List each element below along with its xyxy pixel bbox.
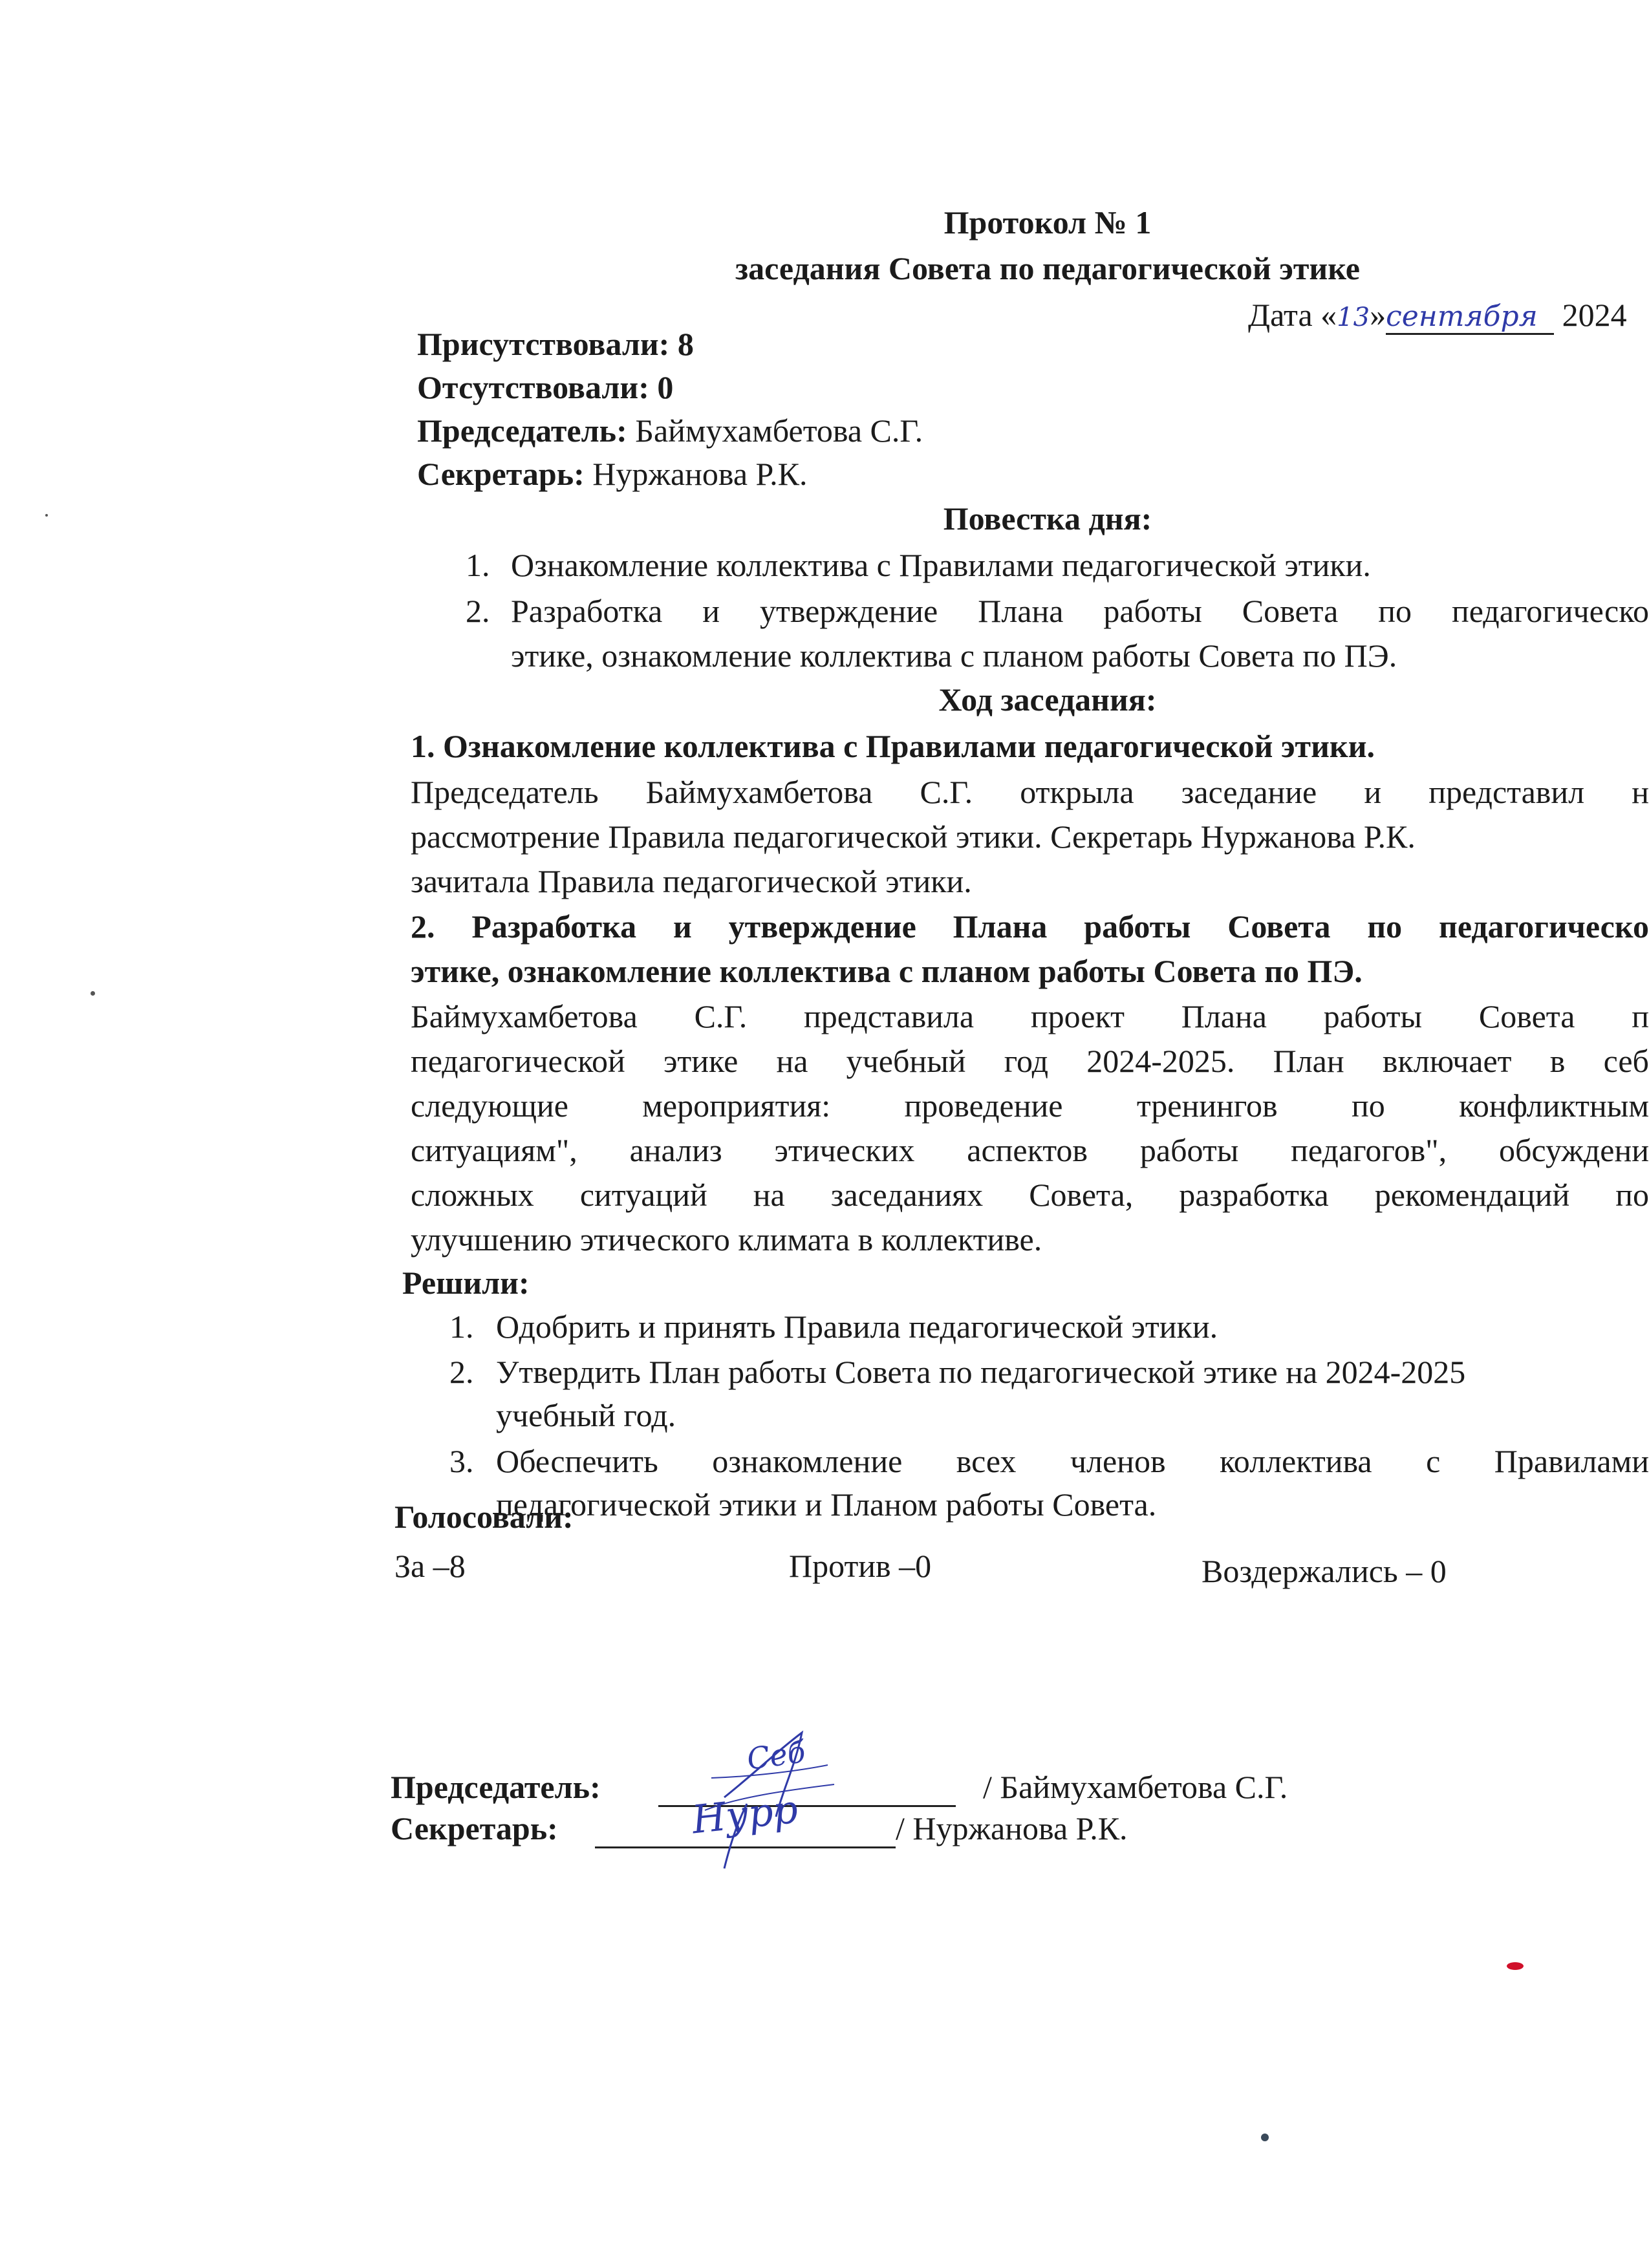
section-2-line-3: следующие мероприятия: проведение тренингов по конфликтным	[411, 1087, 1649, 1124]
chairperson-name: Баймухамбетова С.Г.	[627, 412, 923, 449]
secretary-line	[417, 453, 807, 495]
document-subtitle: заседания Совета по педагогической этике	[735, 250, 1360, 286]
decision-2-num: 2.	[449, 1354, 474, 1390]
date-day-handwritten: 13	[1337, 303, 1370, 332]
scan-speck	[91, 991, 95, 996]
decision-3: Обеспечить ознакомление всех членов коллектива с Правилами	[496, 1443, 1649, 1479]
signature-chair-label: Председатель:	[391, 1769, 601, 1805]
agenda-item-1-num: 1.	[466, 547, 490, 583]
section-2-heading-line-1: 2. Разработка и утверждение Плана работы Совета по педагогическо	[411, 908, 1649, 945]
chair-signature: Себ	[744, 1733, 808, 1777]
chairperson-label: Председатель:	[417, 412, 627, 449]
section-2-heading-line-2: этике, ознакомление коллектива с планом работы Совета по ПЭ.	[411, 953, 1363, 989]
decision-3-num: 3.	[449, 1443, 474, 1479]
section-2-line-6: улучшению этического климата в коллективе.	[411, 1221, 1042, 1257]
signature-chair-name: / Баймухамбетова С.Г.	[983, 1769, 1288, 1805]
section-1-line-3: зачитала Правила педагогической этики.	[411, 863, 972, 899]
date-sep: »	[1370, 297, 1386, 333]
decision-2-cont: учебный год.	[496, 1397, 676, 1433]
decision-2: Утвердить План работы Совета по педагогической этике на 2024-2025	[496, 1354, 1466, 1390]
agenda-item-1: Ознакомление коллектива с Правилами педагогической этики.	[511, 547, 1371, 583]
section-1-line-2: рассмотрение Правила педагогической этики. Секретарь Нуржанова Р.К.	[411, 818, 1416, 855]
decision-1: Одобрить и принять Правила педагогической этики.	[496, 1309, 1218, 1345]
votes-against: Против –0	[789, 1548, 932, 1584]
secretary-signature-stroke	[685, 1771, 854, 1875]
votes-abstained: Воздержались – 0	[1202, 1553, 1447, 1589]
agenda-item-2-num: 2.	[466, 593, 490, 629]
signature-secretary-label: Секретарь:	[391, 1810, 558, 1846]
proceedings-heading: Ход заседания:	[938, 681, 1157, 718]
votes-for: За –8	[394, 1548, 466, 1584]
document-title: Протокол № 1	[943, 204, 1152, 241]
secretary-name: Нуржанова Р.К.	[584, 456, 808, 492]
date-label: Дата «	[1248, 297, 1337, 333]
secretary-signature: Нурр	[689, 1786, 801, 1843]
date-year: 2024	[1562, 297, 1627, 333]
section-2-line-2: педагогической этике на учебный год 2024-2025. План включает в себ	[411, 1043, 1649, 1079]
section-2-line-1: Баймухамбетова С.Г. представила проект Плана работы Совета п	[411, 998, 1649, 1034]
meeting-date	[1248, 294, 1627, 338]
decisions-heading: Решили:	[402, 1265, 530, 1301]
agenda-heading: Повестка дня:	[943, 500, 1152, 537]
scan-speck	[1261, 2134, 1269, 2141]
secretary-label: Секретарь:	[417, 456, 585, 492]
present-count: Присутствовали: 8	[417, 326, 694, 362]
agenda-item-2-cont: этике, ознакомление коллектива с планом работы Совета по ПЭ.	[511, 637, 1397, 674]
section-2-line-4: ситуациям", анализ этических аспектов работы педагогов", обсуждени	[411, 1132, 1649, 1168]
agenda-item-2: Разработка и утверждение Плана работы Совета по педагогическо	[511, 593, 1649, 629]
decision-1-num: 1.	[449, 1309, 474, 1345]
chairperson-line	[417, 410, 923, 451]
section-1-heading: 1. Ознакомление коллектива с Правилами педагогической этики.	[411, 728, 1375, 764]
section-2-line-5: сложных ситуаций на заседаниях Совета, разработка рекомендаций по	[411, 1177, 1649, 1213]
absent-count: Отсутствовали: 0	[417, 369, 674, 405]
red-mark	[1507, 1962, 1524, 1970]
decision-3-cont: педагогической этики и Планом работы Совета.	[496, 1486, 1157, 1523]
voting-heading: Голосовали:	[394, 1499, 574, 1535]
signature-secretary-name: / Нуржанова Р.К.	[896, 1810, 1128, 1846]
date-month-handwritten: сентября	[1386, 301, 1554, 335]
scan-speck	[45, 514, 48, 517]
section-1-line-1: Председатель Баймухамбетова С.Г. открыла заседание и представил н	[411, 774, 1649, 810]
